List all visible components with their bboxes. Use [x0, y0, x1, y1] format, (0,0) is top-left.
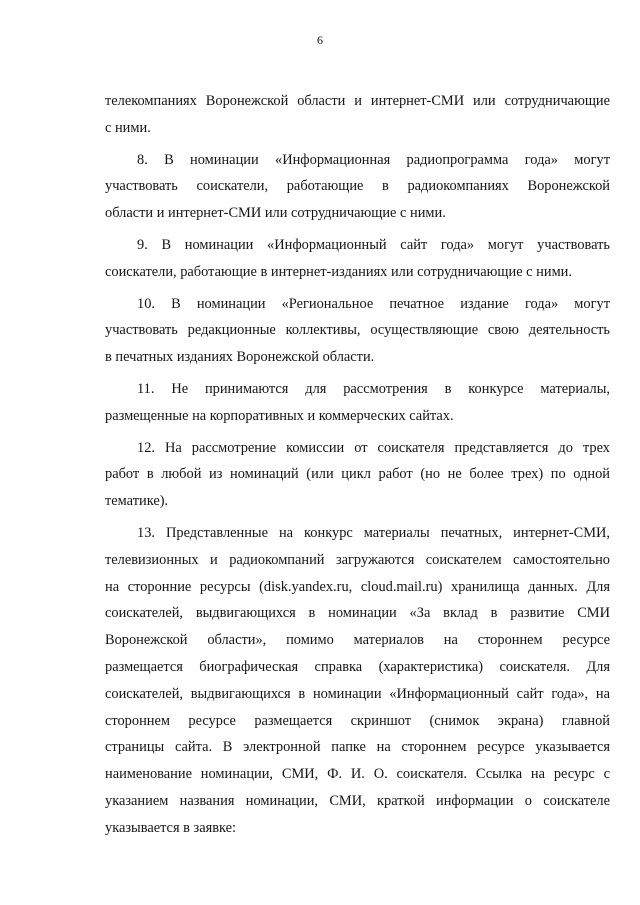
text-line: размещенные на корпоративных и коммерческих сайтах.	[105, 407, 454, 424]
text-line: участвовать соискатели, работающие в радиокомпаниях Воронежской	[105, 178, 610, 195]
text-line: страницы сайта. В электронной папке на стороннем ресурсе указывается	[105, 739, 610, 756]
text-line: 13. Представленные на конкурс материалы печатных, интернет-СМИ,	[137, 524, 610, 541]
document-body	[105, 88, 610, 842]
text-line: телевизионных и радиокомпаний загружаются соискателем самостоятельно	[105, 551, 610, 568]
text-line: указывается в заявке:	[105, 819, 237, 836]
paragraph-p12	[105, 435, 610, 515]
text-line: соискателей, выдвигающихся в номинации «Информационный сайт года», на	[105, 685, 610, 702]
paragraph-p-intro	[105, 88, 610, 142]
text-line: области и интернет-СМИ или сотрудничающие с ними.	[105, 205, 446, 222]
text-line: участвовать редакционные коллективы, осуществляющие свою деятельность	[105, 322, 610, 339]
paragraph-p10	[105, 291, 610, 371]
text-line: 9. В номинации «Информационный сайт года» могут участвовать	[137, 236, 610, 253]
text-line: соискатели, работающие в интернет-изданиях или сотрудничающие с ними.	[105, 263, 572, 280]
text-line: размещается биографическая справка (характеристика) соискателя. Для	[105, 658, 610, 675]
text-line: соискателей, выдвигающихся в номинации «За вклад в развитие СМИ	[105, 605, 610, 622]
text-line: с ними.	[105, 119, 151, 136]
paragraph-p11	[105, 376, 610, 430]
text-line: 12. На рассмотрение комиссии от соискателя представляется до трех	[137, 439, 610, 456]
text-line: тематике).	[105, 493, 169, 510]
text-line: в печатных изданиях Воронежской области.	[105, 349, 375, 366]
paragraph-p8	[105, 147, 610, 227]
text-line: телекомпаниях Воронежской области и интернет-СМИ или сотрудничающие	[105, 93, 610, 109]
text-line: на сторонние ресурсы (disk.yandex.ru, cloud.mail.ru) хранилища данных. Для	[105, 578, 610, 595]
text-line: 10. В номинации «Региональное печатное издание года» могут	[137, 295, 610, 312]
paragraph-p9	[105, 232, 610, 286]
text-line: Воронежской области», помимо материалов на стороннем ресурсе	[105, 632, 610, 649]
text-line: 11. Не принимаются для рассмотрения в конкурсе материалы,	[137, 380, 610, 397]
text-line: указанием названия номинации, СМИ, краткой информации о соискателе	[105, 792, 610, 809]
text-line: наименование номинации, СМИ, Ф. И. О. соискателя. Ссылка на ресурс с	[105, 766, 610, 783]
text-line: стороннем ресурсе размещается скриншот (снимок экрана) главной	[105, 712, 610, 729]
text-line: 8. В номинации «Информационная радиопрограмма года» могут	[137, 151, 610, 168]
page-number: 6	[317, 33, 323, 47]
text-line: работ в любой из номинаций (или цикл работ (но не более трех) по одной	[105, 466, 610, 483]
paragraph-p13	[105, 520, 610, 842]
